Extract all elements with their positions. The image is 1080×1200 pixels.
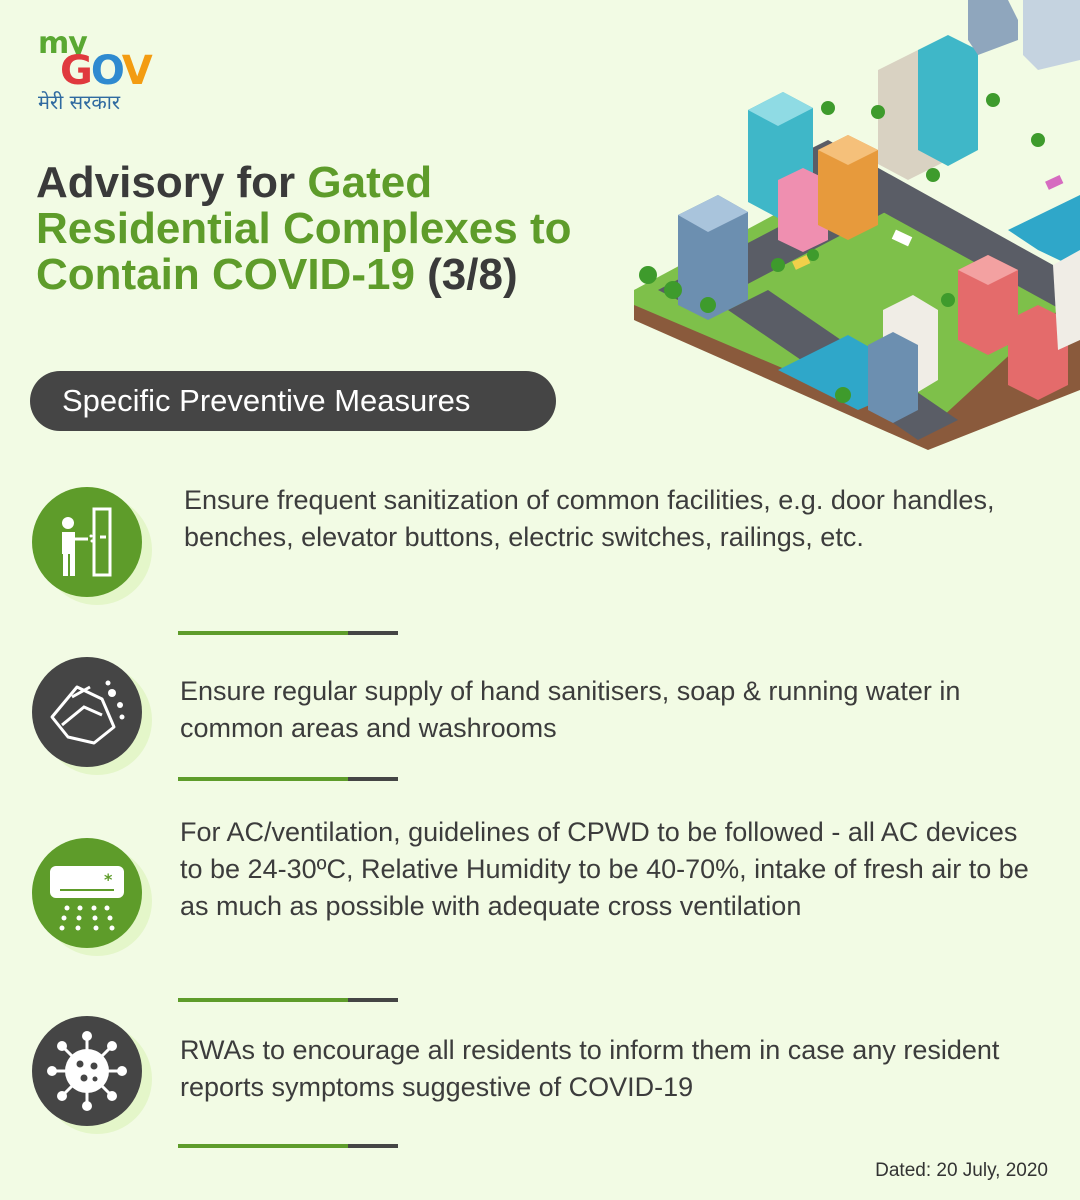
svg-text:*: * <box>104 870 113 889</box>
hand-washing-icon <box>32 657 142 767</box>
item-4-icon-wrap <box>32 1016 150 1134</box>
city-illustration <box>628 0 1080 460</box>
title-highlight: Gated Residential Complexes to Contain COVID-19 <box>36 158 572 299</box>
item-4-text: RWAs to encourage all residents to inform them in case any resident reports symptoms suggestive of COVID-19 <box>180 1035 1000 1102</box>
item-2-text: Ensure regular supply of hand sanitisers, soap & running water in common areas and washrooms <box>180 676 961 743</box>
divider <box>178 1144 398 1148</box>
item-3-icon-wrap <box>32 838 150 956</box>
logo-gov-v: V <box>121 48 151 94</box>
logo-tagline: मेरी सरकार <box>38 90 121 114</box>
item-1-icon-wrap <box>32 487 150 605</box>
logo-gov-o: O <box>90 48 122 94</box>
title-prefix: Advisory for <box>36 158 308 207</box>
divider <box>178 998 398 1002</box>
dated-label: Dated: 20 July, 2020 <box>875 1160 1048 1181</box>
section-label: Specific Preventive Measures <box>30 371 556 431</box>
sanitizing-door-icon <box>32 487 142 597</box>
virus-icon <box>32 1016 142 1126</box>
logo-gov-g: G <box>60 48 91 94</box>
air-conditioner-icon <box>32 838 142 948</box>
item-3-text: For AC/ventilation, guidelines of CPWD to be followed - all AC devices to be 24-30ºC, Relative Humidity to be 40-70%, intake of fresh air to be as much as possible with adequate cross ventilation <box>180 817 1029 921</box>
divider <box>178 777 398 781</box>
title-suffix: (3/8) <box>414 250 518 299</box>
logo-my-text: my <box>38 26 87 61</box>
page-title <box>36 160 636 298</box>
item-2-icon-wrap <box>32 657 150 775</box>
item-1-text: Ensure frequent sanitization of common facilities, e.g. door handles, benches, elevator buttons, electric switches, railings, etc. <box>184 485 995 552</box>
divider <box>178 631 398 635</box>
mygov-logo <box>36 26 156 118</box>
